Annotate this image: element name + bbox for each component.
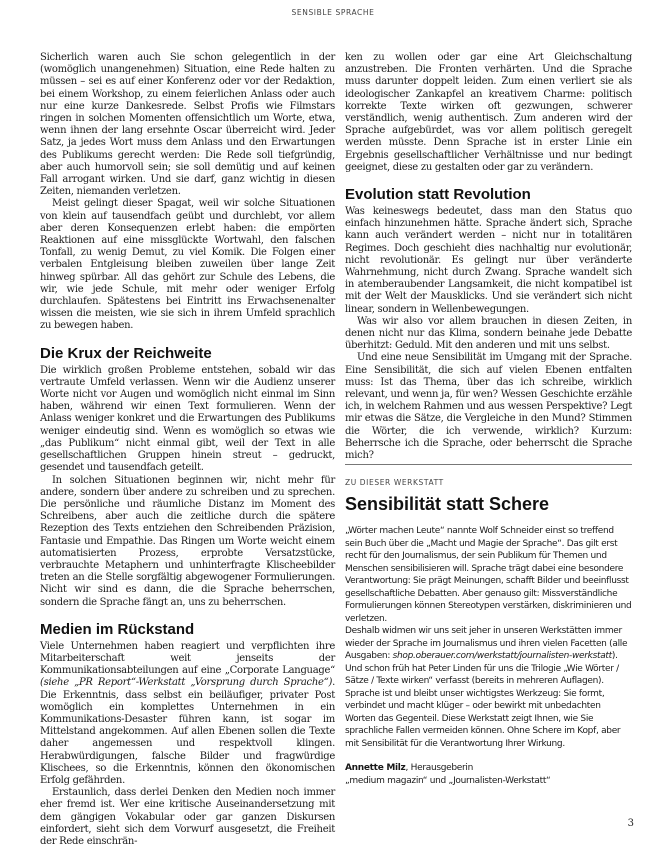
- paragraph: Was keineswegs bedeutet, dass man den Status quo einfach hinzunehmen hätte. Sprache ändert sich, Sprache kann auch verändert werden – nicht nur in totalitären Regimes. Doch geschieht dies nachhaltig nur evolutionär, nicht revolutionär. Es gelingt nur über veränderte Wahrnehmung, nicht durch Zwang. Sprache wandelt sich in atemberaubender Langsamkeit, die nicht kompatibel ist mit der Welt der Mausklicks. Und sie verändert sich nicht linear, sondern in Wellenbewegungen.: [345, 206, 632, 315]
- page-number: 3: [627, 818, 634, 829]
- text-run: ). Und schon früh hat Peter Linden für uns die Trilogie „Wie Wörter / Sätze / Texte wirken“ verfasst (bereits in mehreren Auflagen). Sprache ist und bleibt unser wichtigstes Werkzeug: Sie formt, verbindet und macht klüger – oder bewirkt mit unbedachten Worten das Gegenteil. Diese Werkstatt zeigt Ihnen, wie Sie sprachliche Fallen vermeiden können. Ohne Schere im Kopf, aber mit Sensibilität für die Verantwortung Ihrer Wirkung.: [345, 651, 621, 749]
- section-heading: Medien im Rückstand: [40, 620, 195, 638]
- left-column: [40, 52, 335, 848]
- right-column: [345, 52, 632, 462]
- editorial-sidebar: [345, 464, 632, 787]
- section-heading: Evolution statt Revolution: [345, 186, 531, 204]
- text-run: Deshalb widmen wir uns seit jeher in unseren Werkstätten immer wieder der Sprache im Journalismus und ihren vielen Facetten (alle Ausgaben:: [345, 626, 628, 661]
- paragraph: ken zu wollen oder gar eine Art Gleichschaltung anzustreben. Die Fronten verhärten. Und die Sprache muss darunter doppelt leiden. Zum einen verliert sie als ideologischer Zankapfel an kreativem Charme: politisch korrekte Texte wirken oft gezwungen, schwerer verständlich, wenig authentisch. Zum anderen wird der Sprache aufgebürdet, was vor allem politisch geregelt werden müsste. Denn Sprache ist in erster Linie ein Ergebnis gesellschaftlicher Verhältnisse und nur bedingt geeignet, diese zu gestalten oder gar zu verändern.: [345, 52, 632, 173]
- running-header: SENSIBLE SPRACHE: [291, 8, 375, 17]
- sidebar-title: Sensibilität statt Schere: [345, 494, 550, 514]
- sidebar-kicker: ZU DIESER WERKSTATT: [345, 478, 444, 487]
- reference-italic: (siehe „PR Report“-Werkstatt „Vorsprung durch Sprache“): [40, 677, 333, 689]
- shop-url: shop.oberauer.com/werkstatt/journalisten-werkstatt: [392, 651, 612, 661]
- paragraph: Meist gelingt dieser Spagat, weil wir solche Situationen von klein auf tausendfach geübt und durchlebt, vor allem aber deren Konsequenzen erlebt haben: die empörten Reaktionen auf eine missglückte Wortwahl, den falschen Tonfall, zu wenig Demut, zu viel Komik. Die Folgen einer verbalen Entgleisung bleiben zuweilen über lange Zeit hinweg spürbar. All das gehört zur Schule des Lebens, die wir, wie jede Schule, mit mehr oder weniger Erfolg durchlaufen. Spätestens bei Eintritt ins Erwachsenenalter wissen die meisten, wie sie sich in ihrem Umfeld sprachlich zu bewegen haben.: [40, 198, 335, 332]
- paragraph: Die wirklich großen Probleme entstehen, sobald wir das vertraute Umfeld verlassen. Wenn wir die Audienz unserer Worte nicht vor Augen und womöglich nicht einmal im Sinn haben, während wir einen Text formulieren. Wenn der Anlass weniger konkret und die Erwartungen des Publikums weniger eindeutig sind. Wenn es womöglich so etwas wie „das Publikum“ nicht einmal gibt, weil der Text in alle gesellschaftlichen Gruppen hinein streut – gedruckt, gesendet und tausendfach geteilt.: [40, 364, 335, 474]
- paragraph: Was wir also vor allem brauchen in diesen Zeiten, in denen nicht nur das Klima, sondern beinahe jede Debatte überhitzt: Geduld. Mit den anderen und mit uns selbst.: [345, 315, 632, 352]
- paragraph: Sicherlich waren auch Sie schon gelegentlich in der (womöglich unangenehmen) Situation, eine Rede halten zu müssen – sei es auf einer Konferenz oder vor der Redaktion, bei einem Workshop, zu einem feierlichen Anlass oder auch nur eine kurze Dankesrede. Selbst Profis wie Filmstars ringen in solchen Momenten offensichtlich um Worte, etwa, wenn ihnen der lang ersehnte Oscar überreicht wird. Jeder Satz, ja jedes Wort muss dem Anlass und den Erwartungen des Publikums gerecht werden: Die Rede soll tiefgründig, aber auch humorvoll sein; sie soll demütig und auf keinen Fall arrogant wirken. Und sie darf, ganz wichtig in diesen Zeiten, niemanden verletzen.: [40, 52, 335, 198]
- signature-name: Annette Milz: [345, 763, 406, 773]
- paragraph: In solchen Situationen beginnen wir, nicht mehr für andere, sondern über andere zu schreiben und zu sprechen. Die persönliche und räumliche Distanz im Moment des Schreibens, aber auch die zeitliche durch die spätere Rezeption des Texts entziehen den Schreibenden Präzision, Fantasie und Empathie. Das Ringen um Worte weicht einem automatisierten Prozess, erprobte Versatzstücke, verbrauchte Metaphern und unhinterfragte Klischeebilder treten an die Stelle sorgfältig abgewogener Formulierungen. Nicht wir sind es dann, die die Sprache beherrschen, sondern die Sprache fängt an, uns zu beherrschen.: [40, 474, 335, 608]
- signature-line: „medium magazin“ und „Journalisten-Werkstatt“: [345, 775, 551, 786]
- text-run: . Die Erkenntnis, dass selbst ein beiläufiger, privater Post womöglich ein komplettes Unternehmen in ein Kommunikations-Desaster führen kann, ist sogar im Mittelstand angekommen. Auf allen Ebenen sollen die Texte daher angemessen und respektvoll klingen. Herabwürdigungen, falsche Bilder und fragwürdige Klischees, so die Erkenntnis, können den ökonomischen Erfolg gefährden.: [40, 677, 335, 786]
- signature-role: , Herausgeberin: [405, 763, 474, 773]
- signature: [345, 762, 632, 787]
- paragraph: Und eine neue Sensibilität im Umgang mit der Sprache. Eine Sensibilität, die sich auf vielen Ebenen entfalten muss: Ist das Thema, über das ich schreibe, wirklich relevant, und wenn ja, für wen? Wessen Geschichte erzähle ich, in welchem Rahmen und aus wessen Perspektive? Legt mir etwas die Sätze, die Vergleiche in den Mund? Stimmen die Wörter, die ich verwende, wirklich? Kurzum: Beherrsche ich die Sprache, oder beherrscht die Sprache mich?: [345, 352, 632, 462]
- text-run: Viele Unternehmen haben reagiert und verpflichten ihre Mitarbeiterschaft weit jenseits der Kommunikationsabteilungen auf eine „Corporate Language“: [40, 640, 335, 677]
- sidebar-paragraph: „Wörter machen Leute“ nannte Wolf Schneider einst so treffend sein Buch über die „Macht und Magie der Sprache“. Das gilt erst recht für den Journalismus, der sein Publikum für Themen und Menschen sensibilisieren will. Sprache trägt dabei eine besondere Verantwortung: Sie prägt Meinungen, schafft Bilder und beeinflusst gesellschaftliche Debatten. Aber genauso gilt: Missverständliche Formulierungen können Stereotypen verstärken, diskriminieren und verletzen.: [345, 526, 632, 624]
- paragraph: Erstaunlich, dass derlei Denken den Medien noch immer eher fremd ist. Wer eine kritische Auseinandersetzung mit dem gängigen Vokabular oder gar ganzen Diskursen einfordert, sieht sich dem Vorwurf ausgesetzt, die Freiheit der Rede einschrän-: [40, 787, 335, 847]
- sidebar-paragraph: [345, 625, 632, 750]
- section-heading: Die Krux der Reichweite: [40, 344, 212, 362]
- paragraph: [40, 641, 335, 787]
